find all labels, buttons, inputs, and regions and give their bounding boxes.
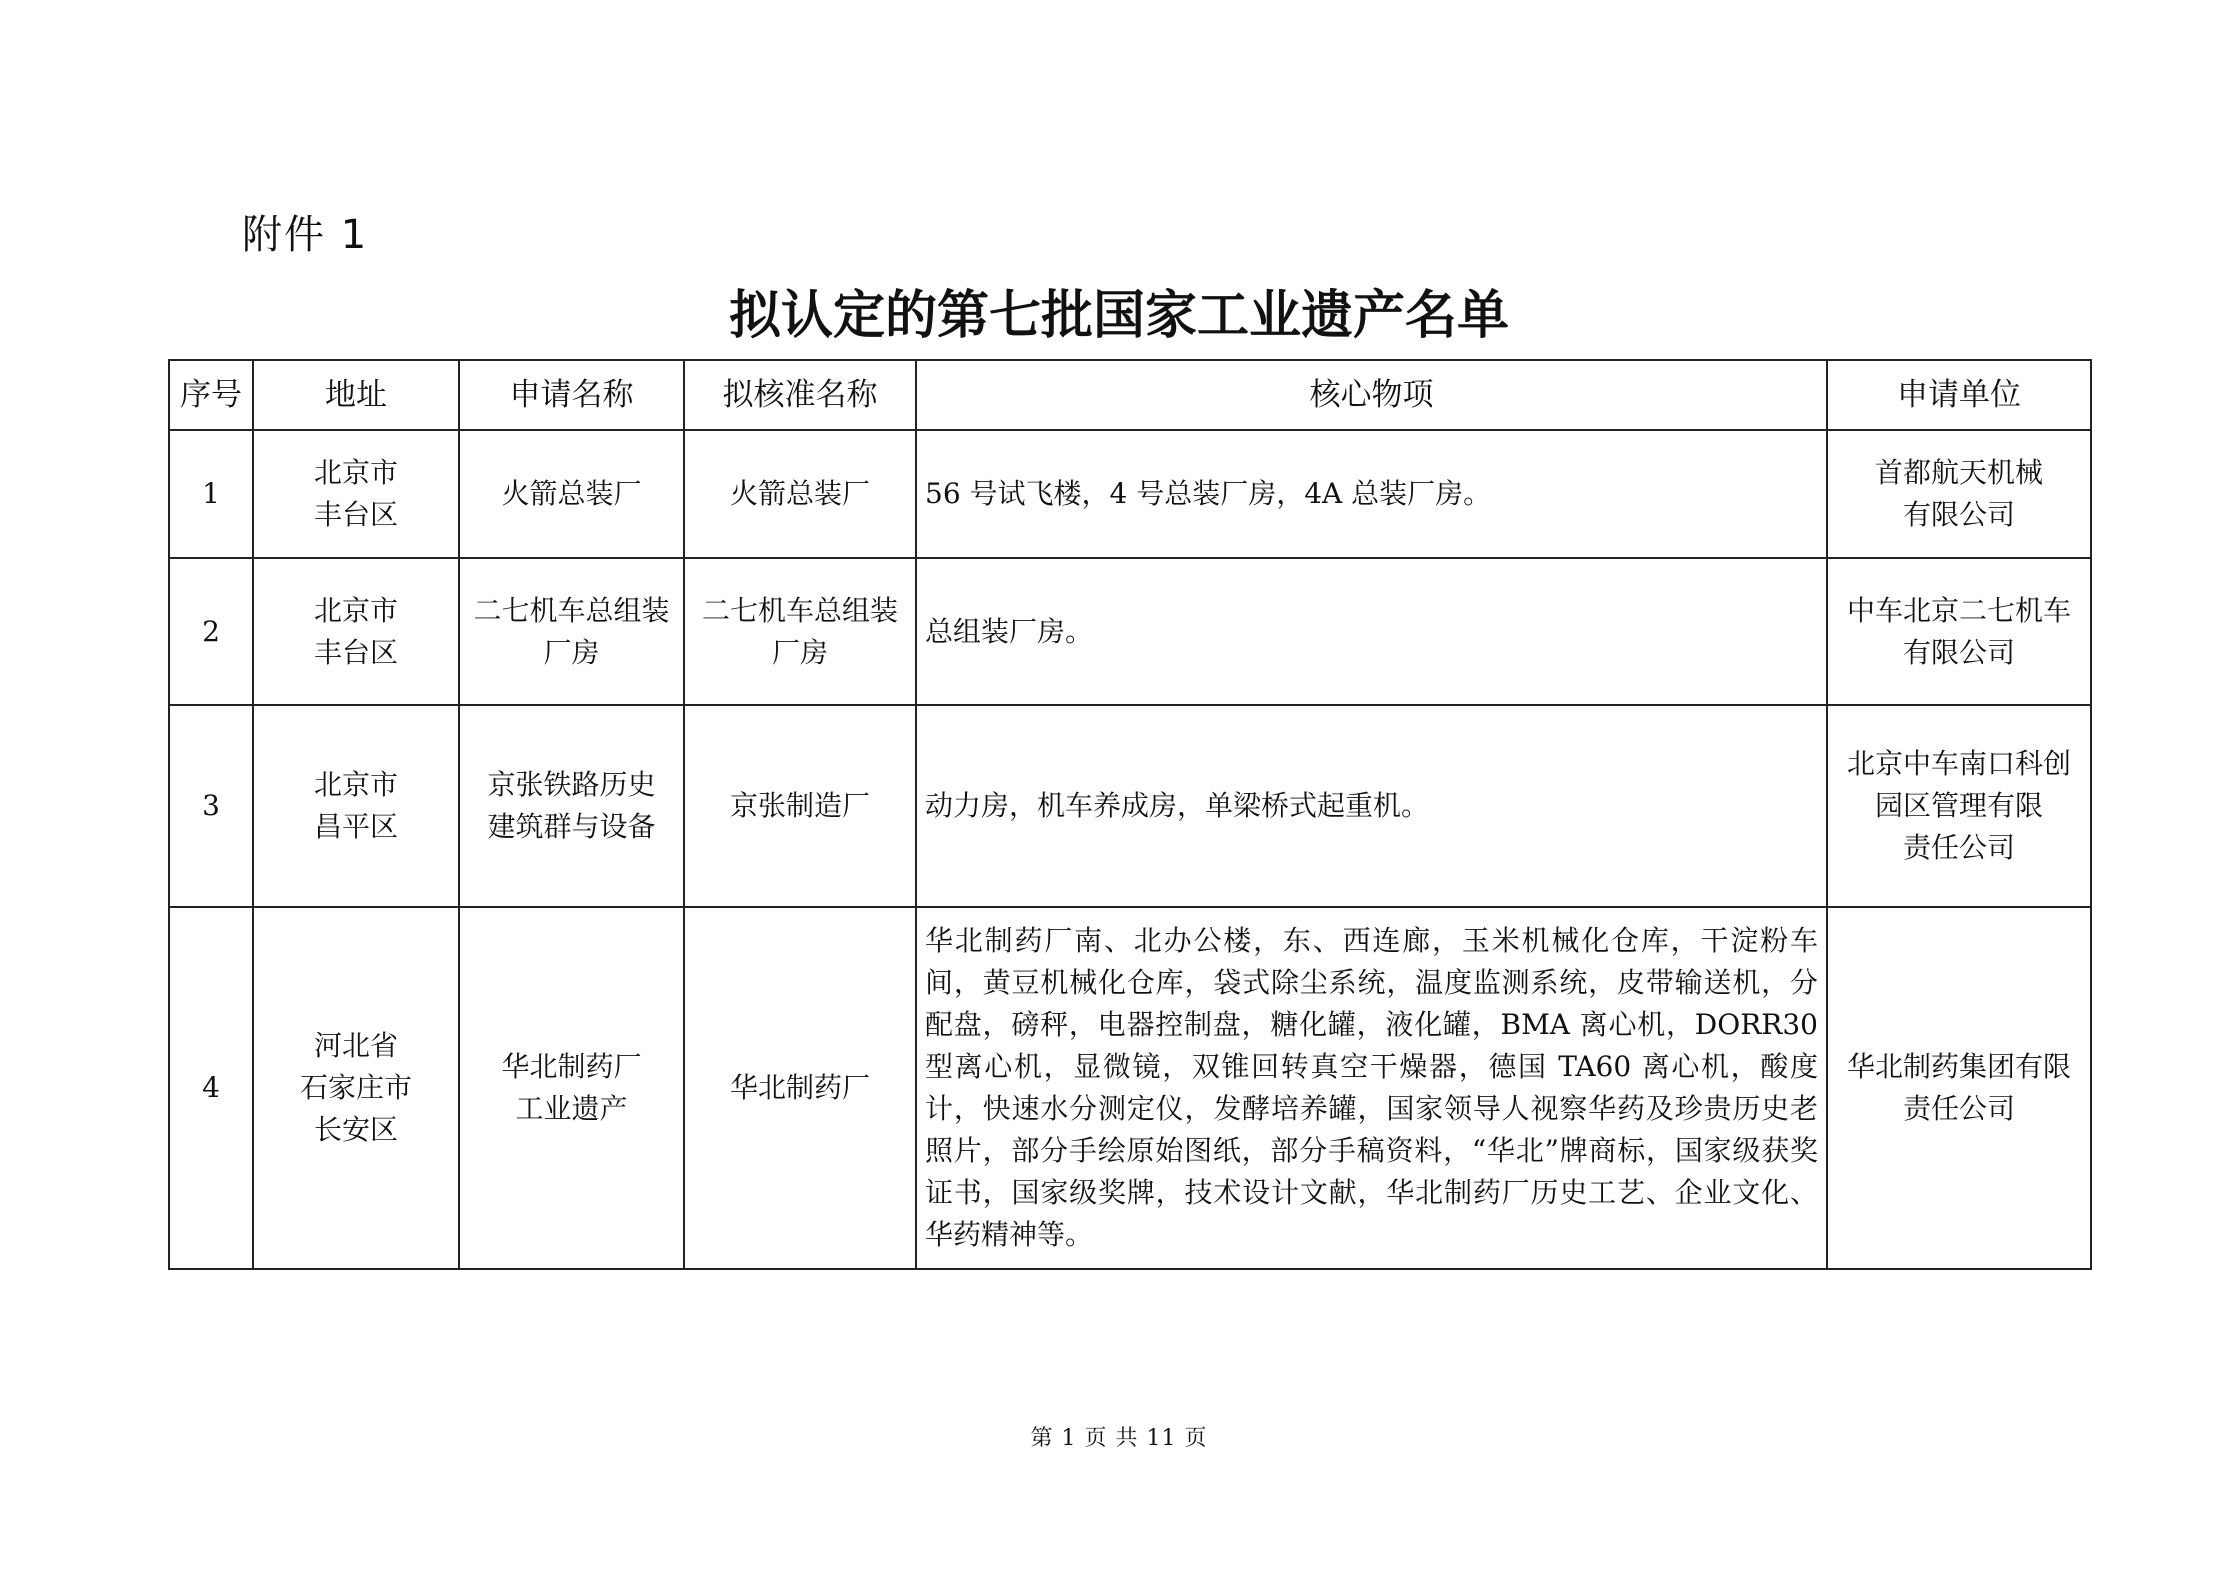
applicant-line: 责任公司 (1902, 1092, 2015, 1125)
heritage-list-table (168, 359, 2092, 1270)
header-applicant: 申请单位 (1827, 360, 2091, 430)
address-line: 丰台区 (313, 498, 398, 531)
cell-core-items: 华北制药厂南、北办公楼，东、西连廊，玉米机械化仓库，干淀粉车间，黄豆机械化仓库，袋式除尘系统，温度监测系统，皮带输送机，分配盘，磅秤，电器控制盘，糖化罐，液化罐，BMA 离心机，DORR30 型离心机，显微镜，双锥回转真空干燥器，德国 TA60 离心机，酸度计，快速水分测定仪，发酵培养罐，国家领导人视察华药及珍贵历史老照片，部分手绘原始图纸，部分手稿资料，“华北”牌商标，国家级获奖证书，国家级奖牌，技术设计文献，华北制药厂历史工艺、企业文化、华药精神等。 (916, 907, 1827, 1269)
table-row (169, 705, 2091, 907)
cell-core-items: 56 号试飞楼，4 号总装厂房，4A 总装厂房。 (916, 430, 1827, 558)
approved-name-line: 华北制药厂 (729, 1071, 870, 1104)
table-row (169, 430, 2091, 558)
attachment-label: 附件 1 (242, 212, 369, 258)
cell-core-items: 总组装厂房。 (916, 558, 1827, 705)
cell-approved-name (684, 558, 916, 705)
applicant-line: 华北制药集团有限 (1846, 1050, 2071, 1083)
cell-applicant (1827, 705, 2091, 907)
applicant-line: 北京中车南口科创 (1846, 747, 2071, 780)
cell-no: 4 (169, 907, 253, 1269)
applicant-line: 有限公司 (1902, 635, 2015, 669)
applicant-line: 首都航天机械 (1874, 456, 2043, 489)
header-no: 序号 (169, 360, 253, 430)
address-line: 北京市 (313, 593, 398, 627)
page-footer: 第 1 页 共 11 页 (1030, 1426, 1208, 1451)
address-line: 昌平区 (313, 810, 398, 843)
address-line: 丰台区 (313, 635, 398, 669)
cell-applied-name (459, 907, 684, 1269)
address-line: 长安区 (313, 1113, 398, 1146)
cell-applied-name (459, 705, 684, 907)
table-row (169, 558, 2091, 705)
cell-address (253, 907, 459, 1269)
cell-core-items: 动力房，机车养成房，单梁桥式起重机。 (916, 705, 1827, 907)
cell-address (253, 705, 459, 907)
cell-approved-name (684, 705, 916, 907)
header-applied-name: 申请名称 (459, 360, 684, 430)
cell-applied-name (459, 558, 684, 705)
table-row (169, 907, 2091, 1269)
cell-approved-name (684, 430, 916, 558)
cell-applicant (1827, 430, 2091, 558)
address-line: 北京市 (313, 768, 398, 801)
cell-no: 3 (169, 705, 253, 907)
applicant-line: 责任公司 (1902, 831, 2015, 864)
cell-applicant (1827, 558, 2091, 705)
approved-name-line: 二七机车总组装 (701, 593, 898, 627)
table-header-row (169, 360, 2091, 430)
applied-name-line: 二七机车总组装 (473, 593, 670, 627)
header-core-items: 核心物项 (916, 360, 1827, 430)
applied-name-line: 厂房 (543, 635, 600, 669)
approved-name-line: 火箭总装厂 (729, 477, 870, 510)
cell-applied-name (459, 430, 684, 558)
cell-address (253, 558, 459, 705)
address-line: 河北省 (313, 1029, 398, 1062)
applicant-line: 有限公司 (1902, 498, 2015, 531)
address-line: 石家庄市 (299, 1071, 412, 1104)
cell-applicant (1827, 907, 2091, 1269)
applied-name-line: 华北制药厂 (501, 1050, 642, 1083)
cell-no: 1 (169, 430, 253, 558)
cell-address (253, 430, 459, 558)
applied-name-line: 京张铁路历史 (487, 768, 656, 801)
header-approved-name: 拟核准名称 (684, 360, 916, 430)
cell-approved-name (684, 907, 916, 1269)
applied-name-line: 工业遗产 (515, 1092, 628, 1125)
approved-name-line: 京张制造厂 (729, 789, 870, 822)
applied-name-line: 火箭总装厂 (501, 477, 642, 510)
address-line: 北京市 (313, 456, 398, 489)
header-address: 地址 (253, 360, 459, 430)
cell-no: 2 (169, 558, 253, 705)
approved-name-line: 厂房 (771, 635, 828, 669)
document-title: 拟认定的第七批国家工业遗产名单 (728, 286, 1509, 346)
applicant-line: 中车北京二七机车 (1846, 593, 2071, 627)
applied-name-line: 建筑群与设备 (487, 810, 656, 843)
applicant-line: 园区管理有限 (1874, 789, 2043, 822)
